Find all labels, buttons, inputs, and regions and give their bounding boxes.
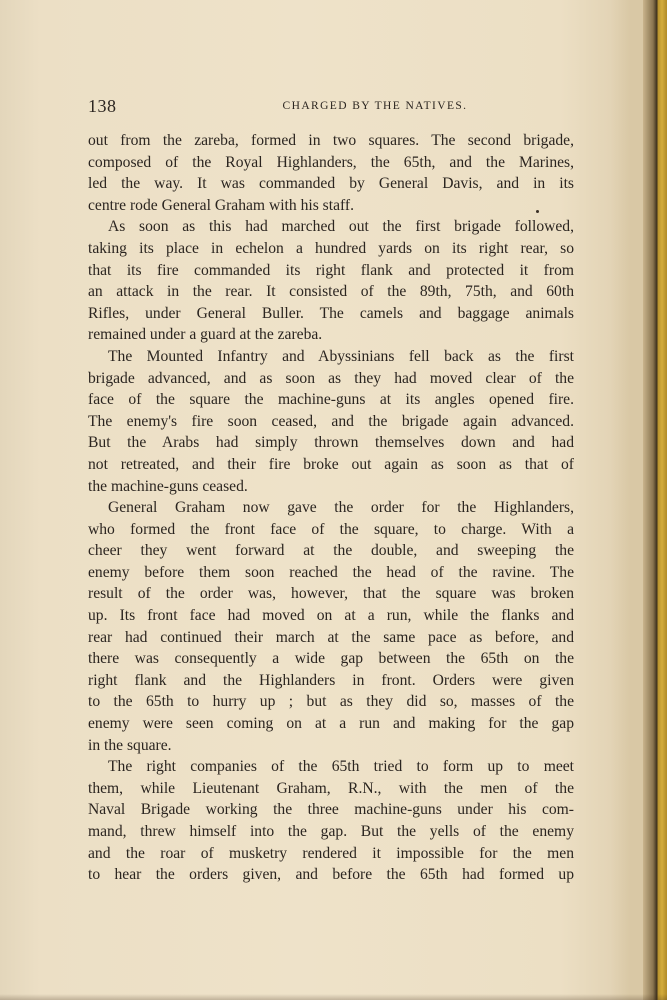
text-line: The right companies of the 65th tried to form up to meet (108, 758, 574, 776)
text-line: As soon as this had marched out the first brigade followed, (108, 218, 574, 236)
text-line: up. Its front face had moved on at a run, while the flanks and (88, 607, 574, 625)
page-bottom-shadow (0, 994, 667, 1000)
text-line: brigade advanced, and as soon as they had moved clear of the (88, 369, 574, 387)
page-edge (643, 0, 667, 1000)
text-line: General Graham now gave the order for the Highlanders, (108, 499, 574, 517)
text-line: not retreated, and their fire broke out again as soon as that of (88, 455, 574, 473)
text-line: the machine-guns ceased. (88, 477, 248, 495)
text-line: in the square. (88, 736, 172, 754)
text-line: face of the square the machine-guns at its angles opened fire. (88, 391, 574, 409)
text-line: taking its place in echelon a hundred yards on its right rear, so (88, 239, 574, 257)
text-line: enemy before them soon reached the head of the ravine. The (88, 563, 574, 581)
text-line: and the roar of musketry rendered it impossible for the men (88, 844, 574, 862)
text-line: enemy were seen coming on at a run and making for the gap (88, 715, 574, 733)
text-line: Naval Brigade working the three machine-guns under his com- (88, 801, 574, 819)
text-line: to hear the orders given, and before the 65th had formed up (88, 866, 574, 884)
text-line: that its fire commanded its right flank and protected it from (88, 261, 574, 279)
text-line: to the 65th to hurry up ; but as they did so, masses of the (88, 693, 574, 711)
running-head: CHARGED BY THE NATIVES. (282, 100, 468, 112)
text-line: rear had continued their march at the same pace as before, and (88, 628, 574, 646)
text-line: mand, threw himself into the gap. But the yells of the enemy (88, 823, 574, 840)
text-line: centre rode General Graham with his staff. (88, 196, 354, 214)
text-line: remained under a guard at the zareba. (88, 326, 323, 344)
text-line: The Mounted Infantry and Abyssinians fell back as the first (108, 347, 574, 365)
text-line: composed of the Royal Highlanders, the 65th, and the Marines, (88, 153, 574, 171)
text-line: led the way. It was commanded by General Davis, and in its (88, 175, 574, 193)
text-line: result of the order was, however, that the square was broken (88, 585, 574, 603)
text-line: them, while Lieutenant Graham, R.N., with the men of the (88, 779, 574, 797)
body-text (88, 130, 574, 886)
text-line: Rifles, under General Buller. The camels and baggage animals (88, 304, 574, 322)
text-line: there was consequently a wide gap between the 65th on the (88, 650, 574, 668)
text-line: an attack in the rear. It consisted of the 89th, 75th, and 60th (88, 283, 574, 301)
text-line: cheer they went forward at the double, and sweeping the (88, 542, 574, 560)
text-line: out from the zareba, formed in two squares. The second brigade, (88, 132, 574, 149)
text-line: But the Arabs had simply thrown themselves down and had (88, 434, 574, 452)
page-number: 138 (88, 96, 117, 116)
text-line: right flank and the Highlanders in front. Orders were given (88, 671, 574, 689)
page-header (88, 96, 574, 120)
text-line: The enemy's fire soon ceased, and the brigade again advanced. (88, 412, 574, 430)
text-line: who formed the front face of the square, to charge. With a (88, 520, 574, 538)
